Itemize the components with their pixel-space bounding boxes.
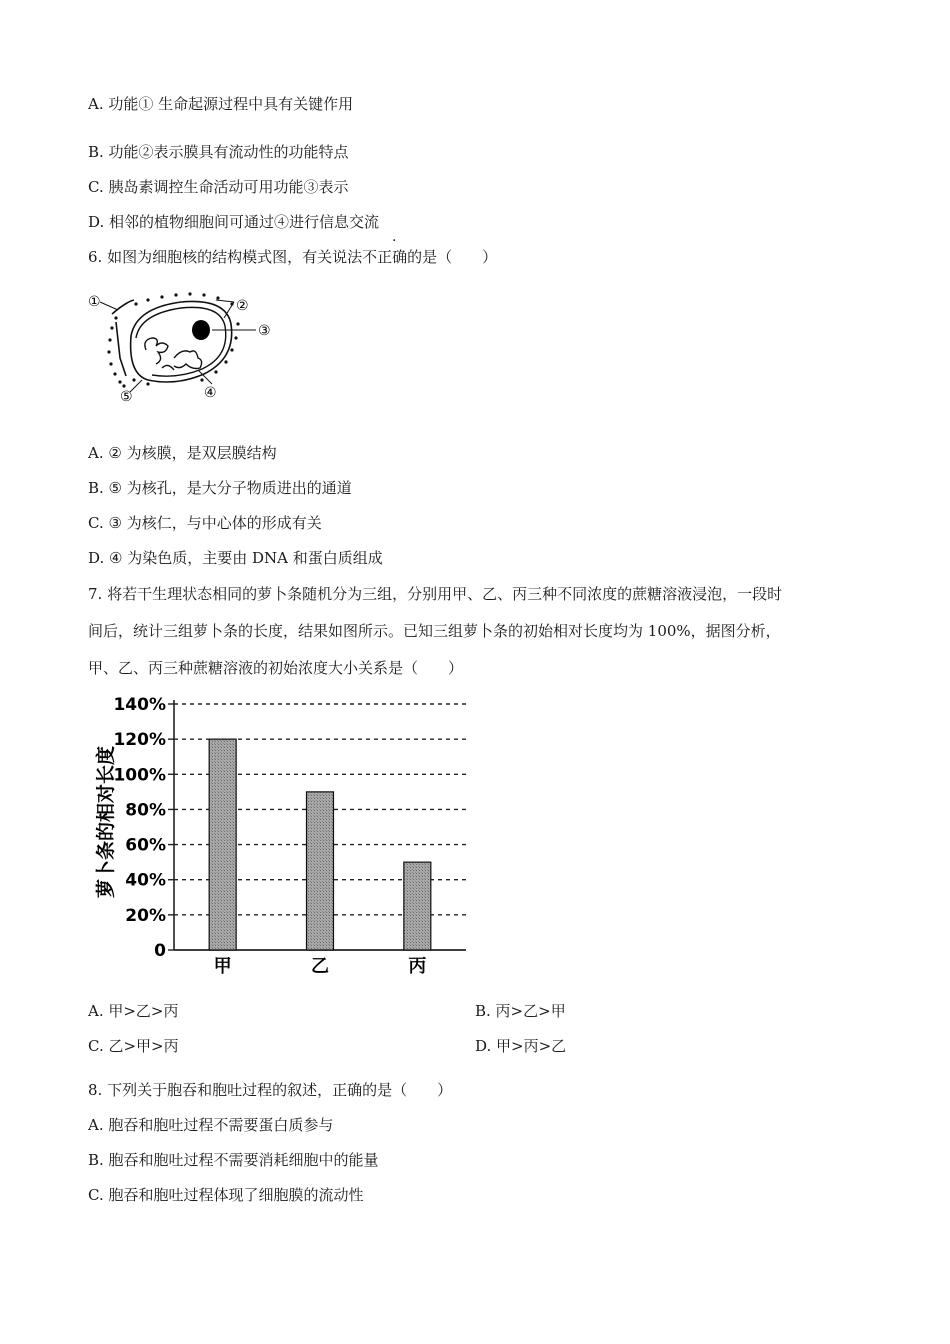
q7-option-d: D. 甲>丙>乙	[475, 1037, 567, 1055]
bar-chart	[86, 690, 476, 980]
q7-option-b: B. 丙>乙>甲	[475, 1002, 566, 1020]
y-tick-label: 140%	[113, 695, 166, 715]
q8-option-c: C. 胞吞和胞吐过程体现了细胞膜的流动性	[88, 1186, 364, 1204]
y-tick-label: 0	[154, 941, 166, 961]
label-3: ③	[258, 323, 271, 339]
label-1: ①	[88, 294, 101, 310]
q7-stem-line2: 间后，统计三组萝卜条的长度，结果如图所示。已知三组萝卜条的初始相对长度均为 100%，据图分析，	[88, 622, 781, 640]
x-tick-labels	[214, 956, 427, 977]
q8-stem: 8. 下列关于胞吞和胞吐过程的叙述，正确的是（ ）	[88, 1081, 453, 1099]
y-tick-label: 80%	[125, 800, 166, 821]
q8-option-a: A. 胞吞和胞吐过程不需要蛋白质参与	[88, 1116, 334, 1134]
q6-stem: 6. 如图为细胞核的结构模式图，有关说法不正确的是（ ）	[88, 248, 498, 266]
nucleus-diagram	[86, 288, 286, 408]
q5-option-b: B. 功能②表示膜具有流动性的功能特点	[88, 143, 349, 161]
chromatin	[145, 338, 168, 364]
q6-option-d: D. ④ 为染色质，主要由 DNA 和蛋白质组成	[88, 549, 383, 567]
y-tick-labels	[113, 695, 166, 961]
q6-option-a: A. ② 为核膜，是双层膜结构	[88, 444, 277, 462]
emphasis-dot: ·	[392, 233, 397, 249]
q5-option-c: C. 胰岛素调控生命活动可用功能③表示	[88, 178, 349, 196]
bar	[307, 792, 334, 950]
y-tick-label: 60%	[125, 835, 166, 856]
q7-stem-line1: 7. 将若干生理状态相同的萝卜条随机分为三组，分别用甲、乙、丙三种不同浓度的蔗糖溶液浸泡，一段时	[88, 585, 783, 603]
q7-option-c: C. 乙>甲>丙	[88, 1037, 179, 1055]
q6-option-b: B. ⑤ 为核孔，是大分子物质进出的通道	[88, 479, 352, 497]
q6-option-c: C. ③ 为核仁，与中心体的形成有关	[88, 514, 322, 532]
q8-option-b: B. 胞吞和胞吐过程不需要消耗细胞中的能量	[88, 1151, 379, 1169]
q5-option-a: A. 功能① 生命起源过程中具有关键作用	[88, 95, 354, 113]
x-tick-label: 甲	[213, 956, 232, 977]
y-tick-label: 40%	[125, 870, 166, 891]
q7-stem-line3: 甲、乙、丙三种蔗糖溶液的初始浓度大小关系是（ ）	[88, 659, 464, 677]
y-tick-label: 100%	[113, 765, 166, 786]
x-tick-label: 乙	[311, 956, 329, 977]
label-4: ④	[204, 385, 217, 401]
q7-option-a: A. 甲>乙>丙	[88, 1002, 179, 1020]
q5-option-d: D. 相邻的植物细胞间可通过④进行信息交流	[88, 213, 380, 231]
bars	[209, 739, 431, 950]
bar	[404, 862, 431, 950]
inner-membrane	[136, 307, 226, 376]
nucleolus	[192, 320, 210, 340]
x-tick-label: 丙	[408, 956, 427, 977]
label-5: ⑤	[120, 389, 133, 405]
label-2: ②	[236, 298, 249, 314]
y-tick-label: 120%	[113, 730, 166, 751]
er-line	[112, 300, 134, 314]
bar	[209, 739, 236, 950]
y-tick-label: 20%	[125, 905, 166, 926]
y-axis-label: 萝卜条的相对长度	[95, 745, 117, 899]
